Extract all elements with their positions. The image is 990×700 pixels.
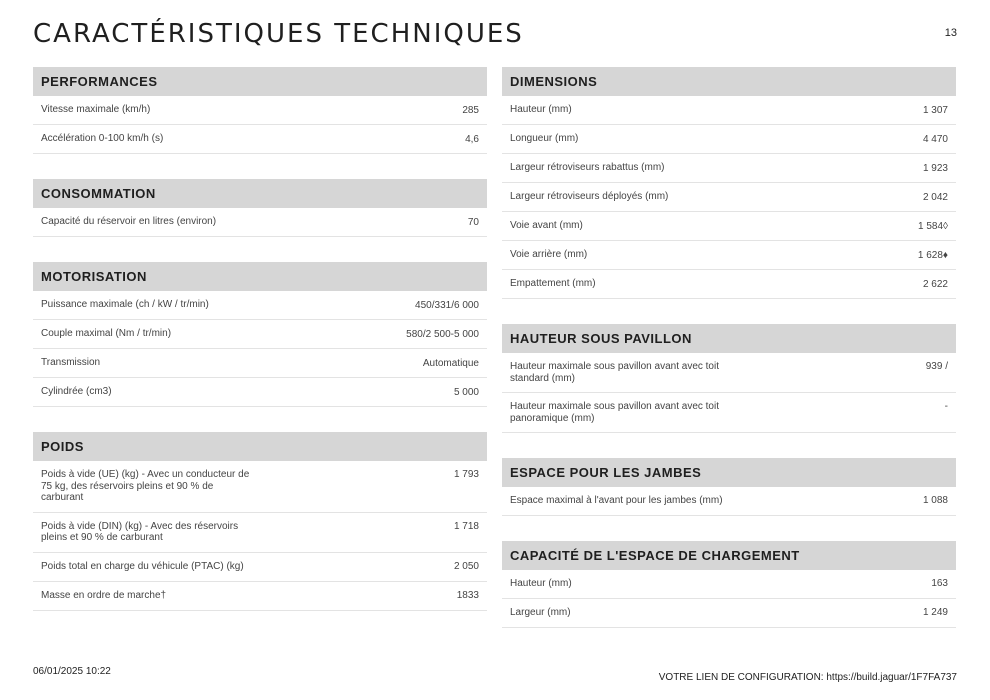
- page-title: CARACTÉRISTIQUES TECHNIQUES: [33, 19, 524, 49]
- section-espace-chargement: [502, 541, 956, 628]
- spec-value: 450/331/6 000: [415, 299, 479, 311]
- section-title: CONSOMMATION: [33, 179, 487, 208]
- spec-label: Vitesse maximale (km/h): [41, 104, 151, 116]
- spec-value: 4 470: [922, 133, 948, 145]
- spec-label: Empattement (mm): [510, 278, 596, 290]
- spec-value: 1 307: [922, 104, 948, 116]
- spec-row: [33, 96, 487, 125]
- section-title: MOTORISATION: [33, 262, 487, 291]
- spec-value: 285: [462, 104, 479, 116]
- spec-label: Hauteur (mm): [510, 104, 572, 116]
- spec-value: 1 718: [453, 520, 479, 532]
- spec-row: [502, 212, 956, 241]
- spec-value: 1 793: [453, 469, 479, 480]
- spec-label: Hauteur maximale sous pavillon avant avec toit panoramique (mm): [510, 401, 719, 424]
- section-motorisation: [33, 262, 487, 407]
- spec-row: [502, 599, 956, 628]
- spec-label: Poids à vide (UE) (kg) - Avec un conducteur de 75 kg, des réservoirs pleins et 90 % de carburant: [41, 469, 250, 503]
- spec-value: 163: [931, 578, 948, 589]
- spec-value: 580/2 500-5 000: [406, 328, 479, 340]
- spec-row: [502, 241, 956, 270]
- spec-label: Capacité du réservoir en litres (environ): [41, 216, 217, 228]
- section-performances: [33, 67, 487, 154]
- spec-value: 1 088: [922, 495, 948, 506]
- spec-row: [33, 125, 487, 154]
- footer-config-link[interactable]: VOTRE LIEN DE CONFIGURATION: https://build.jaguar/1F7FA737: [658, 672, 957, 683]
- spec-row: [502, 393, 956, 433]
- spec-label: Voie arrière (mm): [510, 249, 588, 261]
- spec-label: Hauteur (mm): [510, 577, 572, 589]
- spec-label: Masse en ordre de marche†: [41, 589, 167, 601]
- right-column: [502, 67, 956, 653]
- spec-row: [33, 513, 487, 553]
- section-espace-jambes: [502, 458, 956, 516]
- spec-label: Largeur rétroviseurs déployés (mm): [510, 191, 669, 203]
- spec-row: [502, 487, 956, 516]
- spec-value: 70: [467, 216, 479, 228]
- section-title: DIMENSIONS: [502, 67, 956, 96]
- spec-value: 1 584◊: [918, 220, 948, 232]
- left-column: [33, 67, 487, 636]
- spec-label: Cylindrée (cm3): [41, 386, 112, 398]
- section-poids: [33, 432, 487, 611]
- spec-row: [33, 291, 487, 320]
- spec-value: 1833: [456, 590, 479, 601]
- spec-label: Largeur rétroviseurs rabattus (mm): [510, 162, 665, 174]
- spec-value: 2 050: [453, 561, 479, 572]
- spec-value: 1 923: [922, 162, 948, 174]
- spec-label: Poids à vide (DIN) (kg) - Avec des réservoirs pleins et 90 % de carburant: [41, 520, 239, 543]
- spec-value: Automatique: [422, 357, 479, 369]
- section-title: ESPACE POUR LES JAMBES: [502, 458, 956, 487]
- section-consommation: [33, 179, 487, 237]
- spec-label: Largeur (mm): [510, 606, 571, 618]
- section-title: CAPACITÉ DE L'ESPACE DE CHARGEMENT: [502, 541, 956, 570]
- section-hauteur-sous-pavillon: [502, 324, 956, 433]
- spec-value: 2 622: [922, 278, 948, 290]
- spec-value: 2 042: [922, 191, 948, 203]
- spec-value: 1 628♦: [917, 249, 948, 261]
- spec-value: 1 249: [922, 607, 948, 618]
- spec-label: Hauteur maximale sous pavillon avant avec toit standard (mm): [510, 361, 719, 384]
- spec-row: [33, 208, 487, 237]
- spec-row: [502, 125, 956, 154]
- spec-row: [502, 183, 956, 212]
- spec-row: [502, 353, 956, 393]
- section-title: POIDS: [33, 432, 487, 461]
- footer-date: 06/01/2025 10:22: [33, 666, 111, 677]
- spec-label: Longueur (mm): [510, 133, 579, 145]
- spec-label: Couple maximal (Nm / tr/min): [41, 328, 172, 340]
- spec-row: [502, 154, 956, 183]
- spec-label: Poids total en charge du véhicule (PTAC) (kg): [41, 560, 244, 572]
- spec-row: [33, 378, 487, 407]
- spec-value: 5 000: [453, 386, 479, 398]
- spec-label: Accélération 0-100 km/h (s): [41, 133, 164, 145]
- spec-row: [502, 96, 956, 125]
- spec-label: Espace maximal à l'avant pour les jambes (mm): [510, 495, 723, 506]
- page-number: 13: [944, 27, 957, 39]
- spec-row: [33, 320, 487, 349]
- spec-value: -: [944, 401, 948, 412]
- section-title: PERFORMANCES: [33, 67, 487, 96]
- spec-row: [33, 461, 487, 513]
- spec-label: Puissance maximale (ch / kW / tr/min): [41, 299, 209, 311]
- spec-value: 4,6: [465, 133, 479, 145]
- section-dimensions: [502, 67, 956, 299]
- spec-label: Transmission: [41, 357, 101, 369]
- spec-row: [33, 582, 487, 611]
- spec-row: [33, 349, 487, 378]
- section-title: HAUTEUR SOUS PAVILLON: [502, 324, 956, 353]
- spec-row: [502, 270, 956, 299]
- spec-row: [502, 570, 956, 599]
- spec-row: [33, 553, 487, 582]
- spec-label: Voie avant (mm): [510, 220, 583, 232]
- spec-value: 939 /: [925, 361, 948, 372]
